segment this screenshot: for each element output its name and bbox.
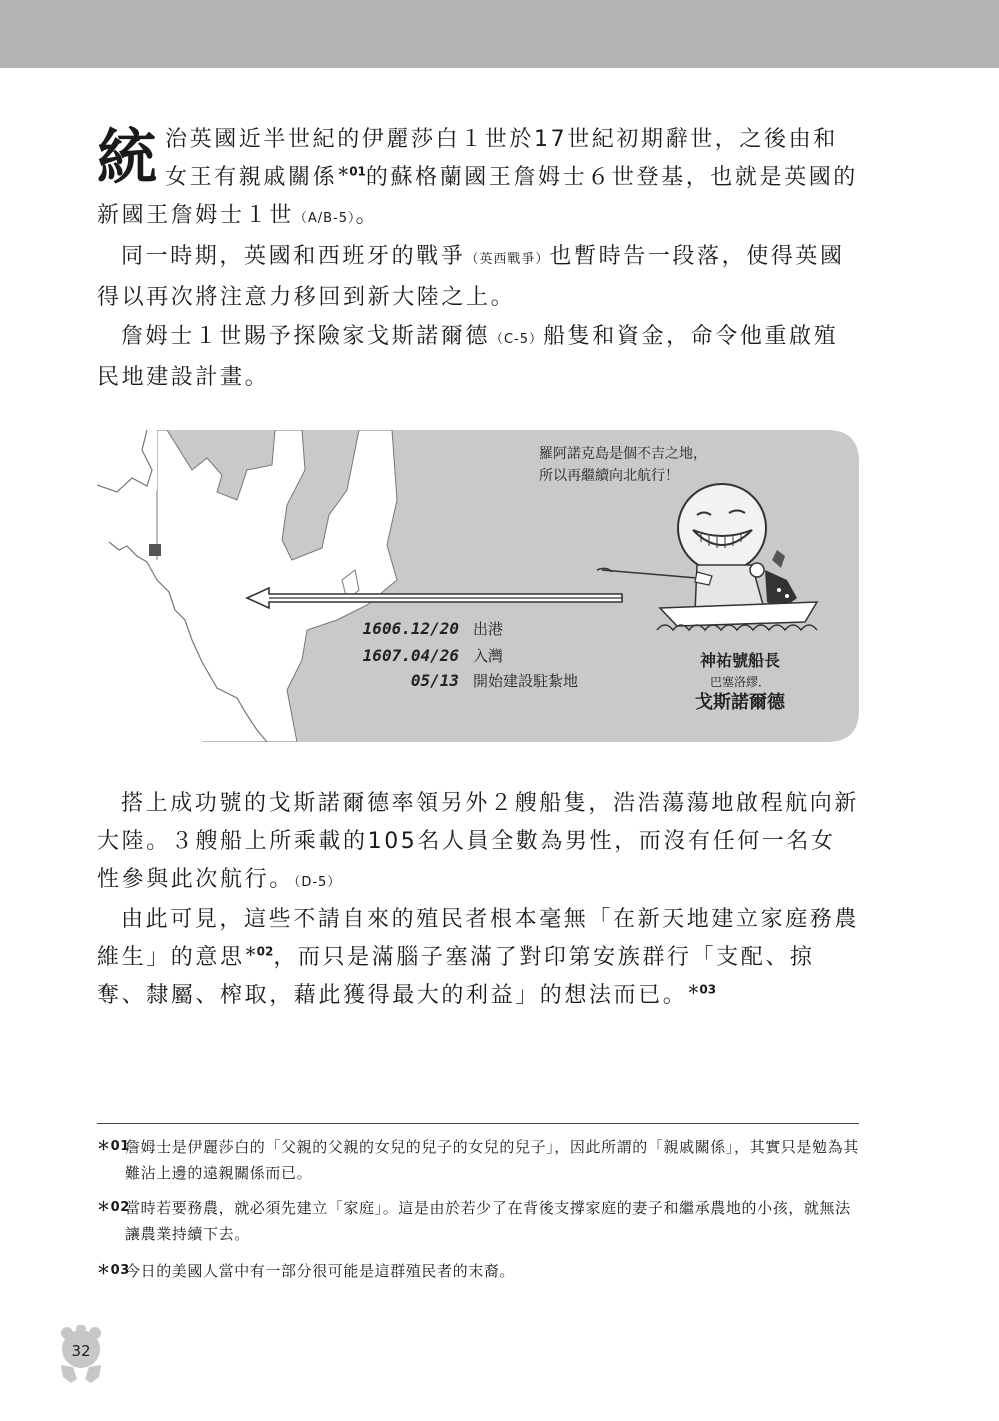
- jamestown-marker: [149, 544, 161, 556]
- reference-d5: （D-5）: [293, 875, 342, 890]
- paragraph-5-text-a: 由此可見，這些不請自來的殖民者根本毫無「在新天地建立家庭務農維生」的意思: [97, 907, 860, 970]
- timeline-date-1: 1606.12/20: [362, 619, 459, 638]
- paragraph-1: [97, 121, 859, 238]
- mascot-icon: [55, 1325, 107, 1385]
- footnote-divider: [97, 1123, 859, 1124]
- timeline-date-2: 1607.04/26: [362, 646, 459, 665]
- page-number: 32: [71, 1342, 91, 1360]
- footnote-02-mark: ＊02: [97, 1200, 130, 1215]
- timeline-event-3: 開始建設駐紮地: [473, 672, 579, 690]
- footnote-ref-02: ＊02: [244, 944, 274, 959]
- paragraph-4: [97, 785, 859, 902]
- footnote-01-text: 詹姆士是伊麗莎白的「父親的父親的女兒的兒子的女兒的兒子」，因此所謂的「親戚關係」，其實只是勉為其難沾上邊的遠親關係而已。: [125, 1138, 859, 1182]
- reference-ab5: （A/B-5）: [293, 211, 356, 226]
- timeline-date-3: 05/13: [410, 671, 459, 690]
- footnote-01-mark: ＊01: [97, 1139, 130, 1154]
- voyage-illustration: [97, 430, 859, 742]
- footnote-02-text: 當時若要務農，就必須先建立「家庭」。這是由於若少了在背後支撐家庭的妻子和繼承農地的小孩，就無法讓農業持續下去。: [125, 1199, 851, 1243]
- paragraph-1-text-b: 的蘇格蘭國王詹姆士６世登基，也就是英國的新國王詹姆士１世: [97, 165, 858, 228]
- drop-cap: 統: [97, 123, 157, 193]
- paragraph-1-text-c: 。: [355, 203, 381, 228]
- paragraph-3-text-b: 船隻和資金，命令他重啟殖民地建設計畫。: [97, 324, 839, 390]
- paragraph-3-text-a: 詹姆士１世賜予探險家戈斯諾爾德: [121, 324, 491, 349]
- paragraph-2-text-a: 同一時期，英國和西班牙的戰爭: [121, 244, 466, 269]
- footnote-03-mark: ＊03: [97, 1263, 130, 1278]
- footnote-01: [97, 1134, 859, 1186]
- captain-name: 戈斯諾爾德: [695, 692, 785, 713]
- footnote-02: [97, 1195, 859, 1247]
- reference-war: （英西戰爭）: [465, 252, 550, 267]
- paragraph-5: [97, 901, 859, 1015]
- page-number-mascot: [55, 1325, 107, 1377]
- timeline-event-1: 出港: [473, 620, 504, 638]
- captain-given-name: 巴塞洛繆．: [709, 675, 771, 689]
- timeline-event-2: 入灣: [473, 647, 504, 665]
- paragraph-5-text-b: ，而只是滿腦子塞滿了對印第安族群行「支配、掠奪、隸屬、榨取，藉此獲得最大的利益」的想法而已。: [97, 945, 815, 1008]
- footnote-ref-01: ＊01: [337, 164, 366, 179]
- footnote-03: [97, 1258, 859, 1284]
- paragraph-2: [97, 238, 859, 317]
- paragraph-2-text-b: 也暫時告一段落，使得英國得以再次將注意力移回到新大陸之上。: [97, 244, 845, 310]
- paragraph-3: [97, 318, 859, 397]
- paragraph-1-text-a: 治英國近半世紀的伊麗莎白１世於17世紀初期辭世，之後由和女王有親戚關係: [165, 127, 838, 190]
- speech-line-2: 所以再繼續向北航行！: [539, 468, 679, 484]
- footnote-ref-03: ＊03: [687, 982, 717, 997]
- speech-line-1: 羅阿諾克島是個不吉之地，: [539, 446, 707, 462]
- illustration-svg: [97, 430, 859, 742]
- paragraph-4-text: 搭上成功號的戈斯諾爾德率領另外２艘船隻，浩浩蕩蕩地啟程航向新大陸。３艘船上所乘載的105名人員全數為男性，而沒有任何一名女性參與此次航行。: [97, 791, 860, 892]
- reference-c5: （C-5）: [490, 332, 544, 347]
- captain-title: 神祐號船長: [699, 651, 781, 670]
- header-band: [0, 0, 999, 68]
- footnote-03-text: 今日的美國人當中有一部分很可能是這群殖民者的末裔。: [125, 1262, 516, 1280]
